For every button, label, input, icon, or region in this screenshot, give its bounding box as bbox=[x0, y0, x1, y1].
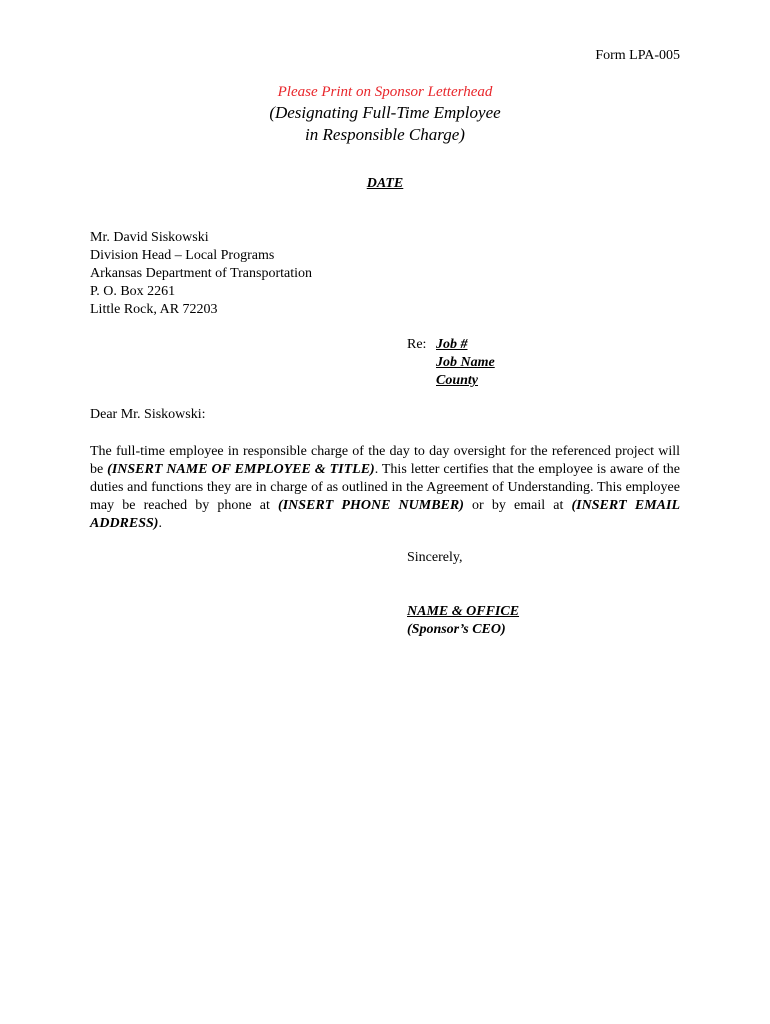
recipient-name: Mr. David Siskowski bbox=[90, 230, 209, 245]
re-label: Re: bbox=[407, 337, 427, 352]
recipient-organization: Arkansas Department of Transportation bbox=[90, 266, 313, 281]
letter-body bbox=[90, 443, 680, 533]
body-text-part-1: The full-time employee in responsible charge of the day to day oversight for the referenced project will be bbox=[90, 444, 680, 477]
recipient-po-box: P. O. Box 2261 bbox=[90, 284, 176, 299]
recipient-title: Division Head – Local Programs bbox=[90, 248, 275, 263]
form-id: Form LPA-005 bbox=[595, 48, 680, 63]
signature-name-placeholder: NAME & OFFICE bbox=[407, 604, 520, 619]
signature-block bbox=[407, 603, 519, 639]
salutation: Dear Mr. Siskowski: bbox=[90, 407, 206, 422]
date-placeholder: DATE bbox=[366, 176, 404, 191]
phone-placeholder: (INSERT PHONE NUMBER) bbox=[278, 498, 464, 513]
recipient-address bbox=[90, 229, 312, 319]
signature-title-placeholder: (Sponsor’s CEO) bbox=[407, 622, 506, 637]
body-text-part-4: . bbox=[158, 516, 162, 531]
county-placeholder: County bbox=[436, 373, 479, 388]
subtitle-line-1: (Designating Full-Time Employee bbox=[269, 103, 501, 122]
body-text-part-3: or by email at bbox=[463, 498, 572, 513]
employee-placeholder: (INSERT NAME OF EMPLOYEE & TITLE) bbox=[107, 462, 375, 477]
closing: Sincerely, bbox=[407, 550, 463, 565]
recipient-city-state-zip: Little Rock, AR 72203 bbox=[90, 302, 218, 317]
subtitle-line-2: in Responsible Charge) bbox=[305, 125, 465, 144]
job-name-placeholder: Job Name bbox=[436, 355, 495, 370]
reference-items bbox=[436, 336, 495, 390]
body-text-part-2: . This letter certifies that the employee is aware of the duties and functions they are in charge of as outlined in the Agreement of Understanding. This employee may be reached by phone at bbox=[90, 462, 681, 513]
print-note: Please Print on Sponsor Letterhead bbox=[277, 84, 493, 100]
job-number-placeholder: Job # bbox=[436, 337, 468, 352]
email-placeholder: (INSERT EMAIL ADDRESS) bbox=[90, 498, 681, 531]
